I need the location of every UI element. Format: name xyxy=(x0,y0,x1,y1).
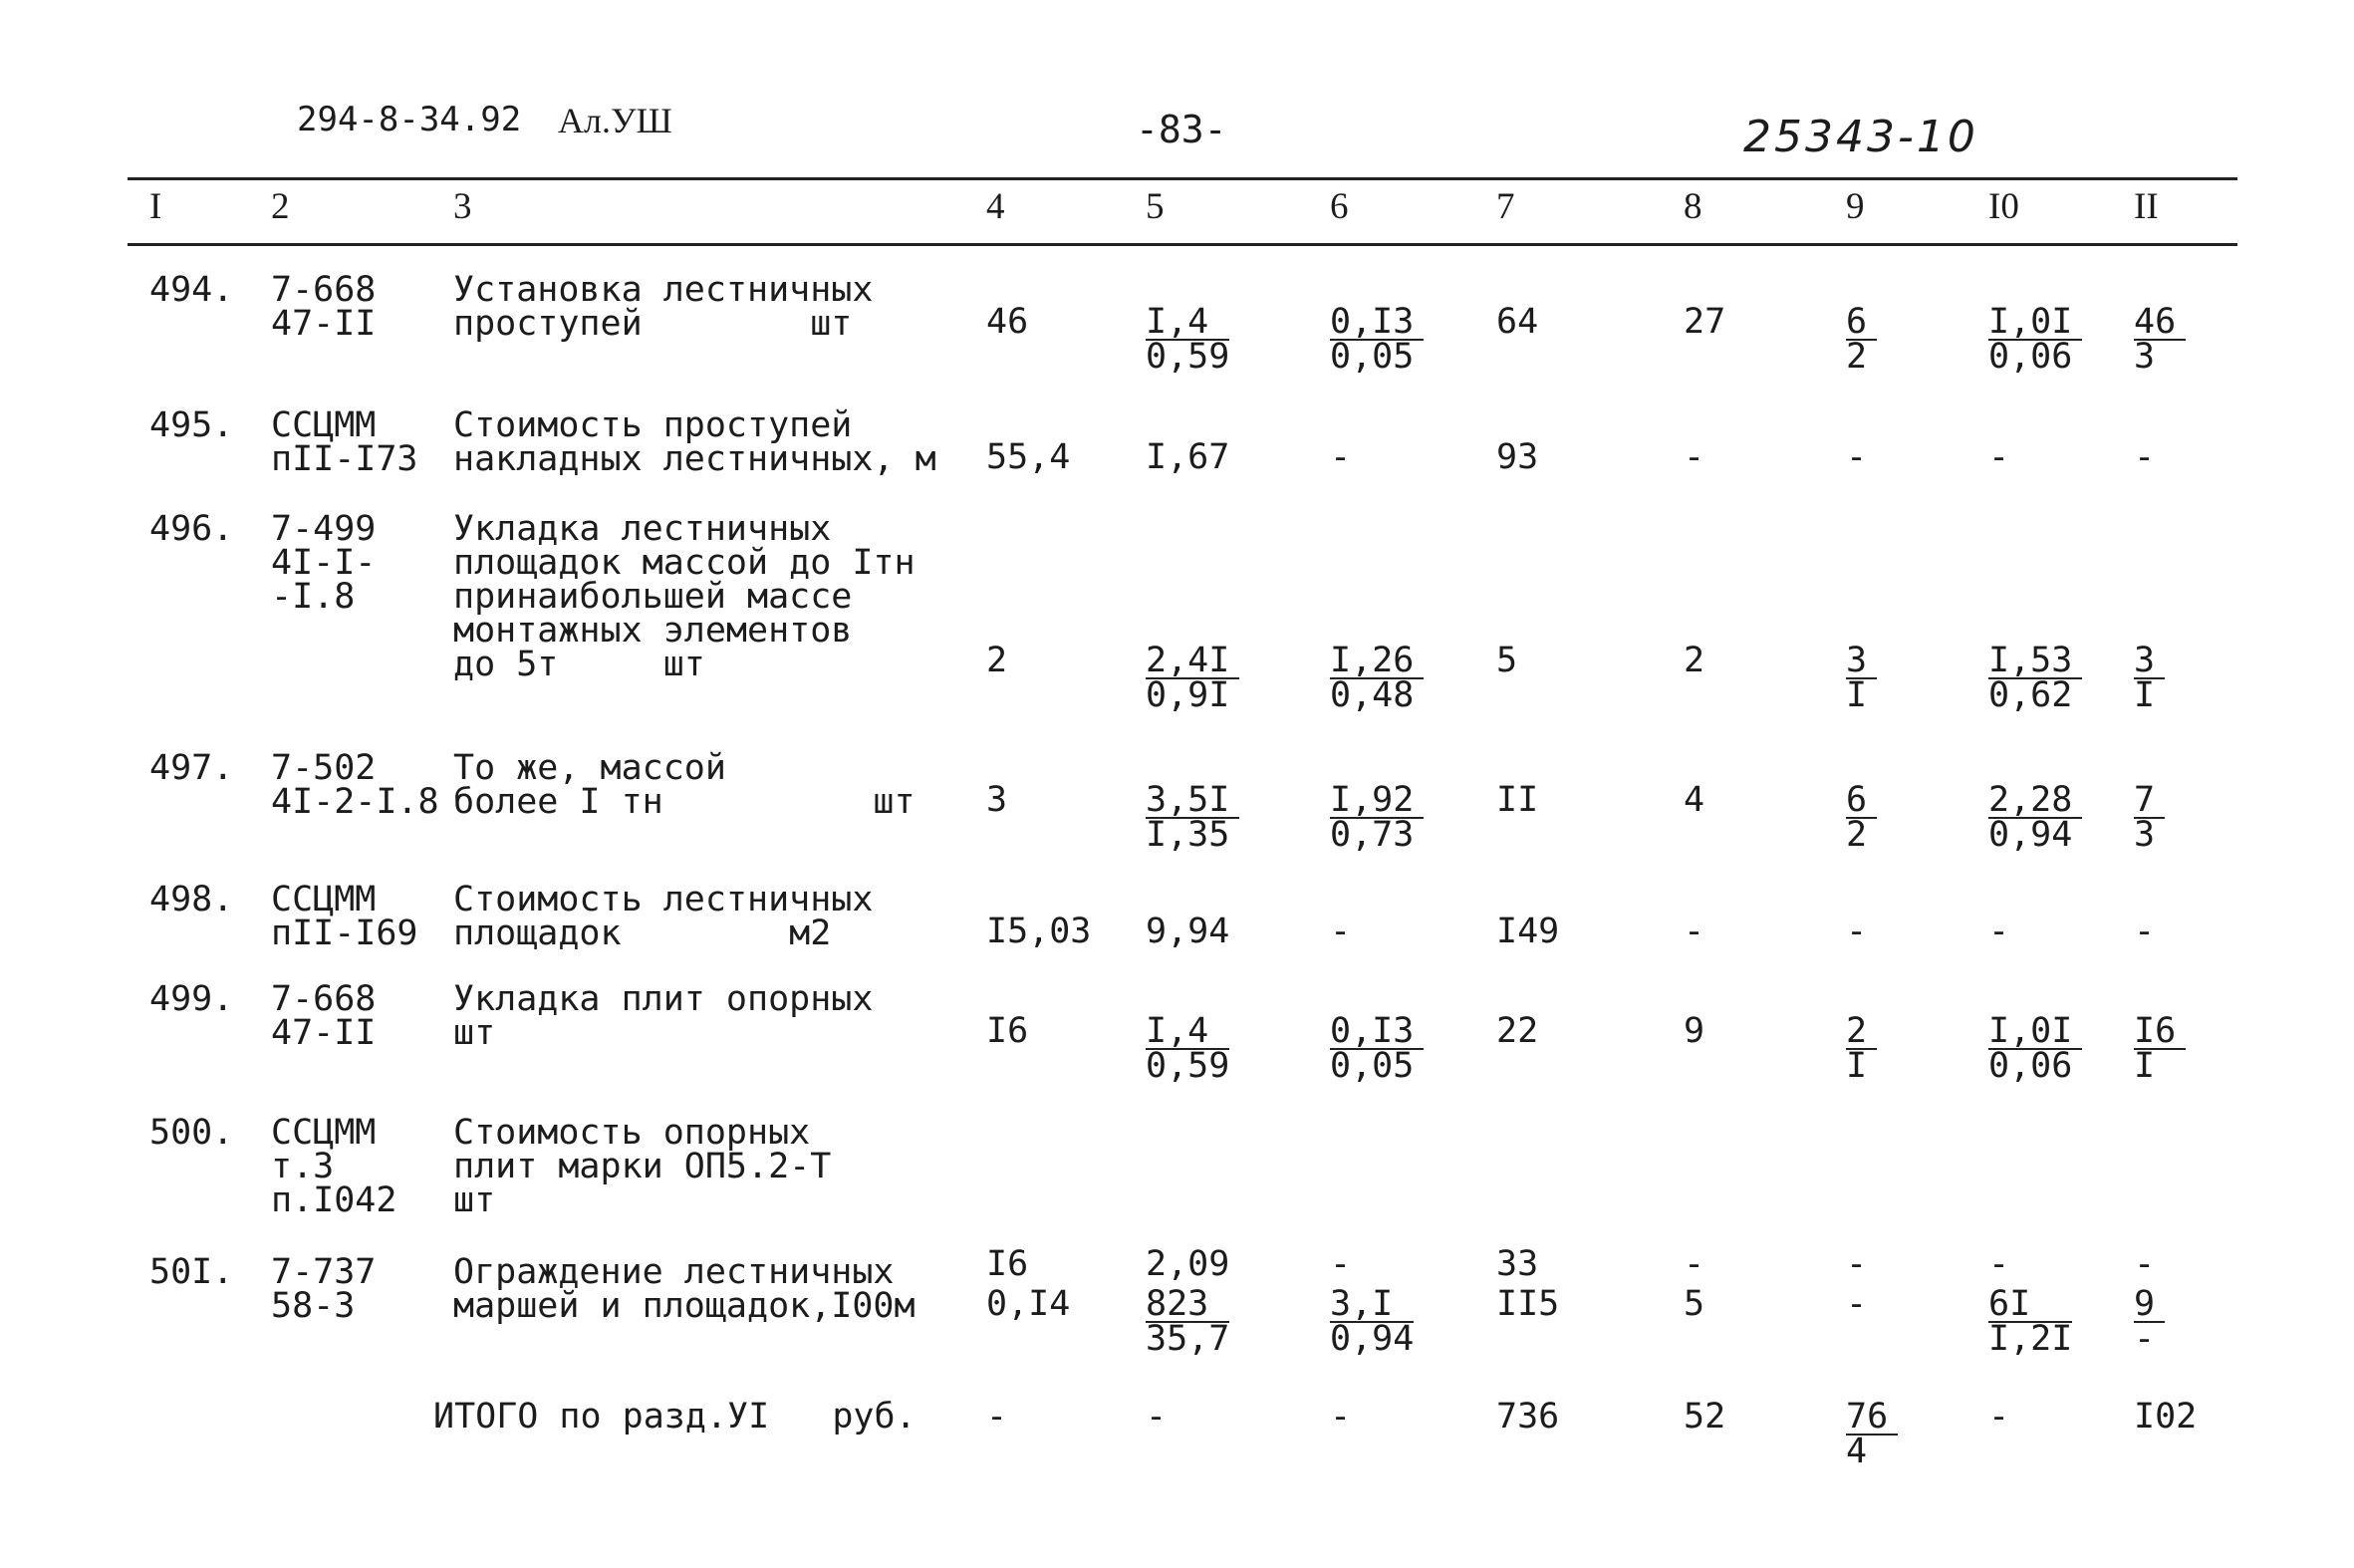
cell-col-11-denominator: I xyxy=(2134,1046,2156,1086)
cell-col-10 xyxy=(1988,780,2082,855)
cell-col-11-fraction xyxy=(2134,1011,2186,1086)
cell-col-10 xyxy=(1988,641,2082,715)
header-bottom-rule xyxy=(128,243,2237,246)
cell-col-11-numerator: 46 xyxy=(2134,305,2186,341)
cell-col-11: - xyxy=(2134,912,2156,951)
cell-col-10-denominator: 0,06 xyxy=(1988,337,2073,377)
norm-code xyxy=(271,979,377,1053)
work-description-line: монтажных элементов xyxy=(453,611,853,651)
cell-col-5-numerator: 2,4I xyxy=(1146,644,1239,679)
work-description-line: площадок массой до Iтн xyxy=(453,543,915,583)
cell-col-5-fraction xyxy=(1146,302,1230,377)
cell-col-10 xyxy=(1988,302,2082,377)
cell-col-9 xyxy=(1846,780,1877,855)
cell-col-9-fraction xyxy=(1846,780,1877,855)
cell-col-4: 46 xyxy=(986,302,1029,342)
cell-col-11-fraction xyxy=(2134,780,2165,855)
cell-col-11-numerator: 9 xyxy=(2134,1287,2165,1323)
total-col-9 xyxy=(1846,1397,1898,1471)
work-description-line: Установка лестничных xyxy=(453,270,874,310)
cell-col-6-denominator: 0,48 xyxy=(1330,675,1415,715)
cell-col-11-numerator: I6 xyxy=(2134,1014,2186,1050)
cell-col-6-numerator: 0,I3 xyxy=(1330,305,1424,341)
total-col-5: - xyxy=(1146,1397,1168,1437)
work-description-line: накладных лестничных, м xyxy=(453,439,936,479)
total-col-4: - xyxy=(986,1397,1008,1437)
column-header-3: 3 xyxy=(453,186,472,227)
norm-code-line: -I.8 xyxy=(271,577,356,617)
cell-col-9: - xyxy=(1846,912,1868,951)
norm-code xyxy=(271,1252,377,1326)
header-top-rule xyxy=(128,177,2237,180)
column-header-10: I0 xyxy=(1988,186,2019,227)
total-col-9-fraction xyxy=(1846,1397,1898,1471)
cell-col-11-denominator: - xyxy=(2134,1319,2156,1359)
cell-col-7: 64 xyxy=(1496,302,1539,342)
norm-code xyxy=(271,748,439,822)
cell-col-11 xyxy=(2134,641,2165,715)
norm-code-line: 47-II xyxy=(271,1013,377,1053)
cell-col-8: 5 xyxy=(1684,1284,1705,1324)
cell-col-11-fraction xyxy=(2134,1284,2165,1359)
cell-col-5-denominator: I,35 xyxy=(1146,815,1230,855)
cell-col-5-fraction xyxy=(1146,1011,1230,1086)
work-description-line: Ограждение лестничных xyxy=(453,1252,895,1292)
cell-col-7: 22 xyxy=(1496,1011,1539,1051)
page-number: -83- xyxy=(1136,108,1227,151)
work-description xyxy=(453,1252,915,1326)
cell-col-5-numerator: 3,5I xyxy=(1146,783,1239,819)
cell-col-9-fraction xyxy=(1846,1011,1877,1086)
cell-col-9: - xyxy=(1846,437,1868,477)
cell-col-6-fraction xyxy=(1330,1284,1415,1359)
norm-code-line: 4I-I- xyxy=(271,543,377,583)
work-description xyxy=(453,1113,832,1220)
cell-col-10-fraction xyxy=(1988,1284,2073,1359)
cell-col-9-fraction xyxy=(1846,641,1877,715)
cell-col-10-numerator: I,0I xyxy=(1988,305,2082,341)
cell-col-10 xyxy=(1988,1284,2073,1359)
row-number: 499. xyxy=(149,979,234,1019)
cell-col-9 xyxy=(1846,641,1877,715)
cell-col-5-numerator: I,4 xyxy=(1146,305,1229,341)
cell-col-6-numerator: I,26 xyxy=(1330,644,1424,679)
cell-col-9-numerator: 6 xyxy=(1846,305,1877,341)
cell-col-7: 33 xyxy=(1496,1244,1539,1284)
norm-code-line: 58-3 xyxy=(271,1286,356,1326)
cell-col-10-fraction xyxy=(1988,1011,2082,1086)
cell-col-4: 2 xyxy=(986,641,1008,680)
cell-col-10-fraction xyxy=(1988,780,2082,855)
album-label: Ал.УШ xyxy=(558,101,672,140)
work-description xyxy=(453,270,874,344)
cell-col-5 xyxy=(1146,302,1230,377)
cell-col-9 xyxy=(1846,302,1877,377)
cell-col-9-numerator: 3 xyxy=(1846,644,1877,679)
cell-col-10-numerator: 2,28 xyxy=(1988,783,2082,819)
total-col-9-denominator: 4 xyxy=(1846,1432,1868,1471)
cell-col-11-denominator: 3 xyxy=(2134,337,2156,377)
work-description-line: площадок м2 xyxy=(453,914,832,953)
cell-col-5-fraction xyxy=(1146,780,1239,855)
cell-col-11-numerator: 7 xyxy=(2134,783,2165,819)
cell-col-10-denominator: 0,62 xyxy=(1988,675,2073,715)
work-description-line: То же, массой xyxy=(453,748,726,788)
norm-code-line: ССЦММ xyxy=(271,405,377,445)
cell-col-10: - xyxy=(1988,437,2010,477)
cell-col-8: - xyxy=(1684,912,1705,951)
cell-col-11-fraction xyxy=(2134,302,2186,377)
cell-col-9: - xyxy=(1846,1244,1868,1284)
cell-col-11 xyxy=(2134,780,2165,855)
cell-col-6 xyxy=(1330,1011,1424,1086)
work-description-line: шт xyxy=(453,1013,496,1053)
work-description-line: Стоимость проступей xyxy=(453,405,853,445)
norm-code xyxy=(271,405,418,479)
norm-code xyxy=(271,1113,397,1220)
column-header-2: 2 xyxy=(271,186,290,227)
cell-col-10: - xyxy=(1988,1244,2010,1284)
cell-col-10-numerator: 6I xyxy=(1988,1287,2072,1323)
cell-col-6-numerator: 0,I3 xyxy=(1330,1014,1424,1050)
cell-col-11 xyxy=(2134,302,2186,377)
cell-col-10-denominator: 0,06 xyxy=(1988,1046,2073,1086)
cell-col-4: I6 xyxy=(986,1244,1029,1284)
work-description-line: Укладка лестничных xyxy=(453,509,832,549)
cell-col-7: II5 xyxy=(1496,1284,1560,1324)
work-description-line: плит марки ОП5.2-Т xyxy=(453,1147,832,1186)
column-header-6: 6 xyxy=(1330,186,1349,227)
cell-col-6-numerator: 3,I xyxy=(1330,1287,1414,1323)
cell-col-4: 3 xyxy=(986,780,1008,820)
cell-col-6-numerator: I,92 xyxy=(1330,783,1424,819)
cell-col-10-numerator: I,0I xyxy=(1988,1014,2082,1050)
cell-col-7: II xyxy=(1496,780,1539,820)
column-header-11: II xyxy=(2134,186,2159,227)
cell-col-6: - xyxy=(1330,912,1352,951)
norm-code-line: ССЦММ xyxy=(271,880,377,919)
cell-col-6-fraction xyxy=(1330,780,1424,855)
cell-col-4: 55,4 xyxy=(986,437,1071,477)
cell-col-8: 4 xyxy=(1684,780,1705,820)
norm-code-line: 7-502 xyxy=(271,748,377,788)
cell-col-10-fraction xyxy=(1988,641,2082,715)
norm-code xyxy=(271,880,418,953)
cell-col-9-denominator: 2 xyxy=(1846,337,1868,377)
norm-code-line: пII-I73 xyxy=(271,439,418,479)
cell-col-4: I6 xyxy=(986,1011,1029,1051)
total-col-6: - xyxy=(1330,1397,1352,1437)
cell-col-10-denominator: 0,94 xyxy=(1988,815,2073,855)
cell-col-11: - xyxy=(2134,1244,2156,1284)
norm-code-line: 7-737 xyxy=(271,1252,377,1292)
cell-col-6: - xyxy=(1330,437,1352,477)
work-description xyxy=(453,880,874,953)
work-description xyxy=(453,405,936,479)
cell-col-5-denominator: 0,9I xyxy=(1146,675,1230,715)
row-number: 494. xyxy=(149,270,234,310)
cell-col-11 xyxy=(2134,1284,2165,1359)
cell-col-6-fraction xyxy=(1330,1011,1424,1086)
work-description-line: принаибольшей массе xyxy=(453,577,853,617)
row-number: 500. xyxy=(149,1113,234,1153)
column-header-1: I xyxy=(149,186,162,227)
norm-code-line: пII-I69 xyxy=(271,914,418,953)
cell-col-6 xyxy=(1330,641,1424,715)
row-number: 495. xyxy=(149,405,234,445)
total-col-9-numerator: 76 xyxy=(1846,1400,1898,1436)
cell-col-11: - xyxy=(2134,437,2156,477)
cell-col-8: - xyxy=(1684,437,1705,477)
cell-col-11 xyxy=(2134,1011,2186,1086)
column-header-5: 5 xyxy=(1146,186,1165,227)
cell-col-5-fraction xyxy=(1146,1284,1230,1359)
cell-col-11-numerator: 3 xyxy=(2134,644,2165,679)
cell-col-8: 2 xyxy=(1684,641,1705,680)
norm-code-line: т.3 xyxy=(271,1147,335,1186)
total-col-10: - xyxy=(1988,1397,2010,1437)
work-description-line: Укладка плит опорных xyxy=(453,979,874,1019)
norm-code-line: п.I042 xyxy=(271,1180,397,1220)
norm-code-line: 7-668 xyxy=(271,270,377,310)
cell-col-11-denominator: 3 xyxy=(2134,815,2156,855)
cell-col-9 xyxy=(1846,1011,1877,1086)
work-description-line: шт xyxy=(453,1180,496,1220)
work-description-line: до 5т шт xyxy=(453,645,705,684)
cell-col-9-numerator: 6 xyxy=(1846,783,1877,819)
cell-col-5: 9,94 xyxy=(1146,912,1230,951)
row-number: 496. xyxy=(149,509,234,549)
cell-col-10 xyxy=(1988,1011,2082,1086)
norm-code xyxy=(271,509,377,617)
cell-col-6-denominator: 0,94 xyxy=(1330,1319,1415,1359)
norm-code-line: 7-499 xyxy=(271,509,377,549)
cell-col-8: - xyxy=(1684,1244,1705,1284)
cell-col-6-denominator: 0,05 xyxy=(1330,337,1415,377)
cell-col-11-fraction xyxy=(2134,641,2165,715)
work-description xyxy=(453,509,915,684)
cell-col-5-denominator: 35,7 xyxy=(1146,1319,1230,1359)
cell-col-9-denominator: I xyxy=(1846,1046,1868,1086)
norm-code xyxy=(271,270,377,344)
cell-col-9: - xyxy=(1846,1284,1868,1324)
column-header-7: 7 xyxy=(1496,186,1515,227)
work-description-line: маршей и площадок,I00м xyxy=(453,1286,915,1326)
norm-code-line: 47-II xyxy=(271,304,377,344)
cell-col-5-denominator: 0,59 xyxy=(1146,337,1230,377)
cell-col-5: 2,09 xyxy=(1146,1244,1230,1284)
cell-col-6-denominator: 0,05 xyxy=(1330,1046,1415,1086)
cell-col-5-numerator: I,4 xyxy=(1146,1014,1229,1050)
norm-code-line: ССЦММ xyxy=(271,1113,377,1153)
cell-col-10-fraction xyxy=(1988,302,2082,377)
cell-col-5-numerator: 823 xyxy=(1146,1287,1229,1323)
column-header-9: 9 xyxy=(1846,186,1865,227)
cell-col-10-denominator: I,2I xyxy=(1988,1319,2073,1359)
cell-col-10-numerator: I,53 xyxy=(1988,644,2082,679)
cell-col-6 xyxy=(1330,1284,1415,1359)
column-header-8: 8 xyxy=(1684,186,1702,227)
norm-code-line: 4I-2-I.8 xyxy=(271,782,439,822)
cell-col-5 xyxy=(1146,1011,1230,1086)
work-description xyxy=(453,979,874,1053)
cell-col-7: I49 xyxy=(1496,912,1560,951)
cell-col-4: I5,03 xyxy=(986,912,1092,951)
cell-col-6 xyxy=(1330,302,1424,377)
cell-col-9-denominator: I xyxy=(1846,675,1868,715)
cell-col-5: I,67 xyxy=(1146,437,1230,477)
cell-col-6-fraction xyxy=(1330,302,1424,377)
cell-col-6 xyxy=(1330,780,1424,855)
cell-col-6-denominator: 0,73 xyxy=(1330,815,1415,855)
cell-col-10: - xyxy=(1988,912,2010,951)
cell-col-7: 93 xyxy=(1496,437,1539,477)
total-col-11: I02 xyxy=(2134,1397,2198,1437)
cell-col-11-denominator: I xyxy=(2134,675,2156,715)
total-label: ИТОГО по разд.УI руб. xyxy=(433,1397,916,1437)
column-header-4: 4 xyxy=(986,186,1005,227)
handwritten-number: 25343-10 xyxy=(1743,112,1978,162)
cell-col-6-fraction xyxy=(1330,641,1424,715)
norm-code-line: 7-668 xyxy=(271,979,377,1019)
total-col-7: 736 xyxy=(1496,1397,1560,1437)
work-description-line: более I тн шт xyxy=(453,782,915,822)
document-code: 294-8-34.92 xyxy=(297,100,522,139)
cell-col-8: 9 xyxy=(1684,1011,1705,1051)
cell-col-9-fraction xyxy=(1846,302,1877,377)
cell-col-9-numerator: 2 xyxy=(1846,1014,1877,1050)
cell-col-4: 0,I4 xyxy=(986,1284,1071,1324)
row-number: 497. xyxy=(149,748,234,788)
row-number: 50I. xyxy=(149,1252,234,1292)
total-col-8: 52 xyxy=(1684,1397,1726,1437)
work-description-line: проступей шт xyxy=(453,304,853,344)
cell-col-5-fraction xyxy=(1146,641,1239,715)
cell-col-5 xyxy=(1146,1284,1230,1359)
work-description-line: Стоимость лестничных xyxy=(453,880,874,919)
row-number: 498. xyxy=(149,880,234,919)
cell-col-5 xyxy=(1146,641,1239,715)
cell-col-7: 5 xyxy=(1496,641,1518,680)
work-description-line: Стоимость опорных xyxy=(453,1113,811,1153)
cell-col-5 xyxy=(1146,780,1239,855)
cell-col-5-denominator: 0,59 xyxy=(1146,1046,1230,1086)
cell-col-8: 27 xyxy=(1684,302,1726,342)
cell-col-6: - xyxy=(1330,1244,1352,1284)
cell-col-9-denominator: 2 xyxy=(1846,815,1868,855)
work-description xyxy=(453,748,915,822)
